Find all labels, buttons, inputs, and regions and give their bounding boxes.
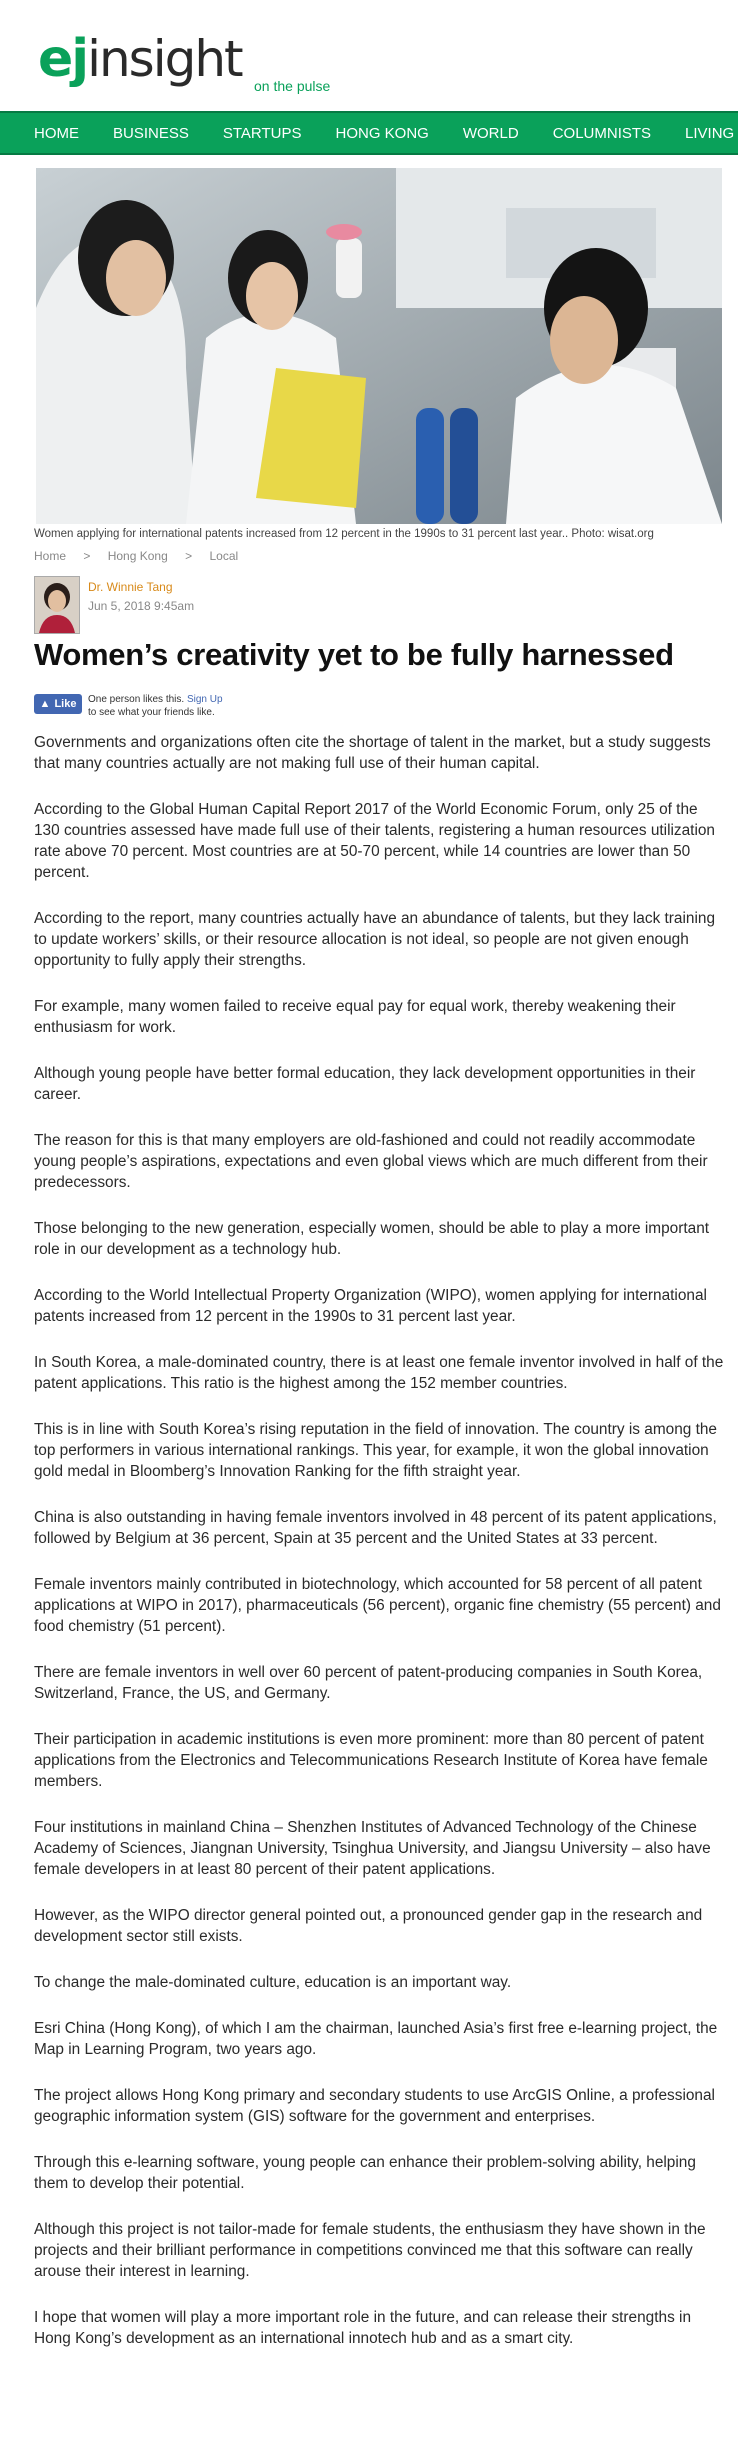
facebook-like-button[interactable]	[34, 694, 82, 714]
article-paragraph: The reason for this is that many employers are old-fashioned and could not readily accommodate young people’s aspirations, expectations and even global views which are much different from their predecessors.	[34, 1132, 708, 1191]
publish-date: Jun 5, 2018 9:45am	[88, 599, 195, 613]
article-paragraph: However, as the WIPO director general pointed out, a pronounced gender gap in the research and development sector still exists.	[34, 1907, 703, 1945]
crumb-local[interactable]: Local	[209, 549, 239, 563]
nav-columnists[interactable]: COLUMNISTS	[552, 124, 652, 142]
article-paragraph: According to the World Intellectual Property Organization (WIPO), women applying for international patents increased from 12 percent in the 1990s to 31 percent last year.	[34, 1287, 707, 1325]
main-nav	[0, 111, 738, 155]
nav-startups[interactable]: STARTUPS	[222, 124, 302, 142]
article-paragraph: Governments and organizations often cite the shortage of talent in the market, but a study suggests that many countries actually are not making full use of their human capital.	[34, 734, 711, 772]
article-paragraph: To change the male-dominated culture, education is an important way.	[34, 1974, 512, 1991]
article-paragraph: I hope that women will play a more important role in the future, and can release their strengths in Hong Kong’s development as an international innotech hub and as a smart city.	[34, 2309, 692, 2347]
like-summary	[88, 693, 228, 719]
like-count-text: One person likes this.	[88, 694, 187, 705]
article-paragraph: According to the report, many countries actually have an abundance of talents, but they lack training to update workers’ skills, or their resource allocation is not ideal, so people are not given enough opportunity to fully apply their strengths.	[34, 910, 716, 969]
crumb-hong-kong[interactable]: Hong Kong	[107, 549, 168, 563]
like-label: Like	[54, 698, 77, 710]
hero-image	[36, 168, 722, 524]
nav-home[interactable]: HOME	[34, 124, 79, 142]
author-portrait	[35, 577, 79, 633]
crumb-separator: >	[185, 549, 193, 563]
signup-link[interactable]: Sign Up	[186, 694, 223, 705]
article-paragraph: According to the Global Human Capital Report 2017 of the World Economic Forum, only 25 of the 130 countries assessed have made full use of their talents, registering a human resources utilization rate above 70 percent. Most countries are at 50-70 percent, while 14 countries are lower than 50 percent.	[34, 801, 715, 881]
article-paragraph: Although young people have better formal education, they lack development opportunities in their career.	[34, 1065, 696, 1103]
article-paragraph: This is in line with South Korea’s rising reputation in the field of innovation. The country is among the top performers in various international rankings. This year, for example, it won the global innovation gold medal in Bloomberg’s Innovation Ranking for the fifth straight year.	[34, 1421, 717, 1480]
article-paragraph: Esri China (Hong Kong), of which I am the chairman, launched Asia’s first free e-learning project, the Map in Learning Program, two years ago.	[34, 2020, 718, 2058]
article-paragraph: Their participation in academic institutions is even more prominent: more than 80 percent of patent applications from the Electronics and Telecommunications Research Institute of Korea have female members.	[34, 1731, 708, 1790]
lab-scene-illustration	[36, 168, 722, 524]
article-paragraph: Female inventors mainly contributed in biotechnology, which accounted for 58 percent of all patent applications at WIPO in 2017), pharmaceuticals (56 percent), organic fine chemistry (55 percent) and food chemistry (51 percent).	[34, 1576, 721, 1635]
article-paragraph: The project allows Hong Kong primary and secondary students to use ArcGIS Online, a professional geographic information system (GIS) software for the government and enterprises.	[34, 2087, 715, 2125]
logo-ej: ej	[38, 29, 88, 89]
like-friends-text: to see what your friends like.	[88, 707, 215, 718]
nav-world[interactable]: WORLD	[462, 124, 519, 142]
article-paragraph: Those belonging to the new generation, especially women, should be able to play a more important role in our development as a technology hub.	[34, 1220, 710, 1258]
thumbs-up-icon: ▲	[39, 698, 51, 710]
article-paragraph: In South Korea, a male-dominated country, there is at least one female inventor involved in half of the patent applications. This ratio is the highest among the 152 member countries.	[34, 1354, 724, 1392]
breadcrumb	[34, 549, 252, 563]
article-paragraph: There are female inventors in well over 60 percent of patent-producing companies in South Korea, Switzerland, France, the US, and Germany.	[34, 1664, 703, 1702]
nav-living[interactable]: LIVING	[685, 124, 735, 142]
hero-caption: Women applying for international patents increased from 12 percent in the 1990s to 31 percent last year.. Photo: wisat.org	[34, 528, 654, 540]
nav-business[interactable]: BUSINESS	[113, 124, 189, 142]
article-paragraph: Through this e-learning software, young people can enhance their problem-solving ability, helping them to develop their potential.	[34, 2154, 696, 2192]
site-header	[0, 0, 738, 110]
author-name[interactable]: Dr. Winnie Tang	[88, 580, 173, 594]
crumb-separator: >	[83, 549, 91, 563]
site-logo[interactable]	[38, 26, 331, 94]
article-title: Women’s creativity yet to be fully harnessed	[34, 637, 674, 672]
logo-insight: insight	[87, 30, 242, 88]
article-body	[34, 732, 726, 2374]
author-avatar[interactable]	[34, 576, 80, 634]
logo-tagline: on the pulse	[254, 78, 331, 94]
article-paragraph: Four institutions in mainland China – Shenzhen Institutes of Advanced Technology of the Chinese Academy of Sciences, Jiangnan University, Tsinghua University, and Jiangsu University – also have female developers in at least 80 percent of their patent applications.	[34, 1819, 711, 1878]
article-paragraph: China is also outstanding in having female inventors involved in 48 percent of its patent applications, followed by Belgium at 36 percent, Spain at 35 percent and the United States at 33 percent.	[34, 1509, 717, 1547]
article-paragraph: For example, many women failed to receive equal pay for equal work, thereby weakening their enthusiasm for work.	[34, 998, 676, 1036]
nav-hong-kong[interactable]: HONG KONG	[335, 124, 429, 142]
article-paragraph: Although this project is not tailor-made for female students, the enthusiasm they have shown in the projects and their brilliant performance in competitions convinced me that this software can really arouse their interest in learning.	[34, 2221, 706, 2280]
crumb-home[interactable]: Home	[34, 549, 67, 563]
